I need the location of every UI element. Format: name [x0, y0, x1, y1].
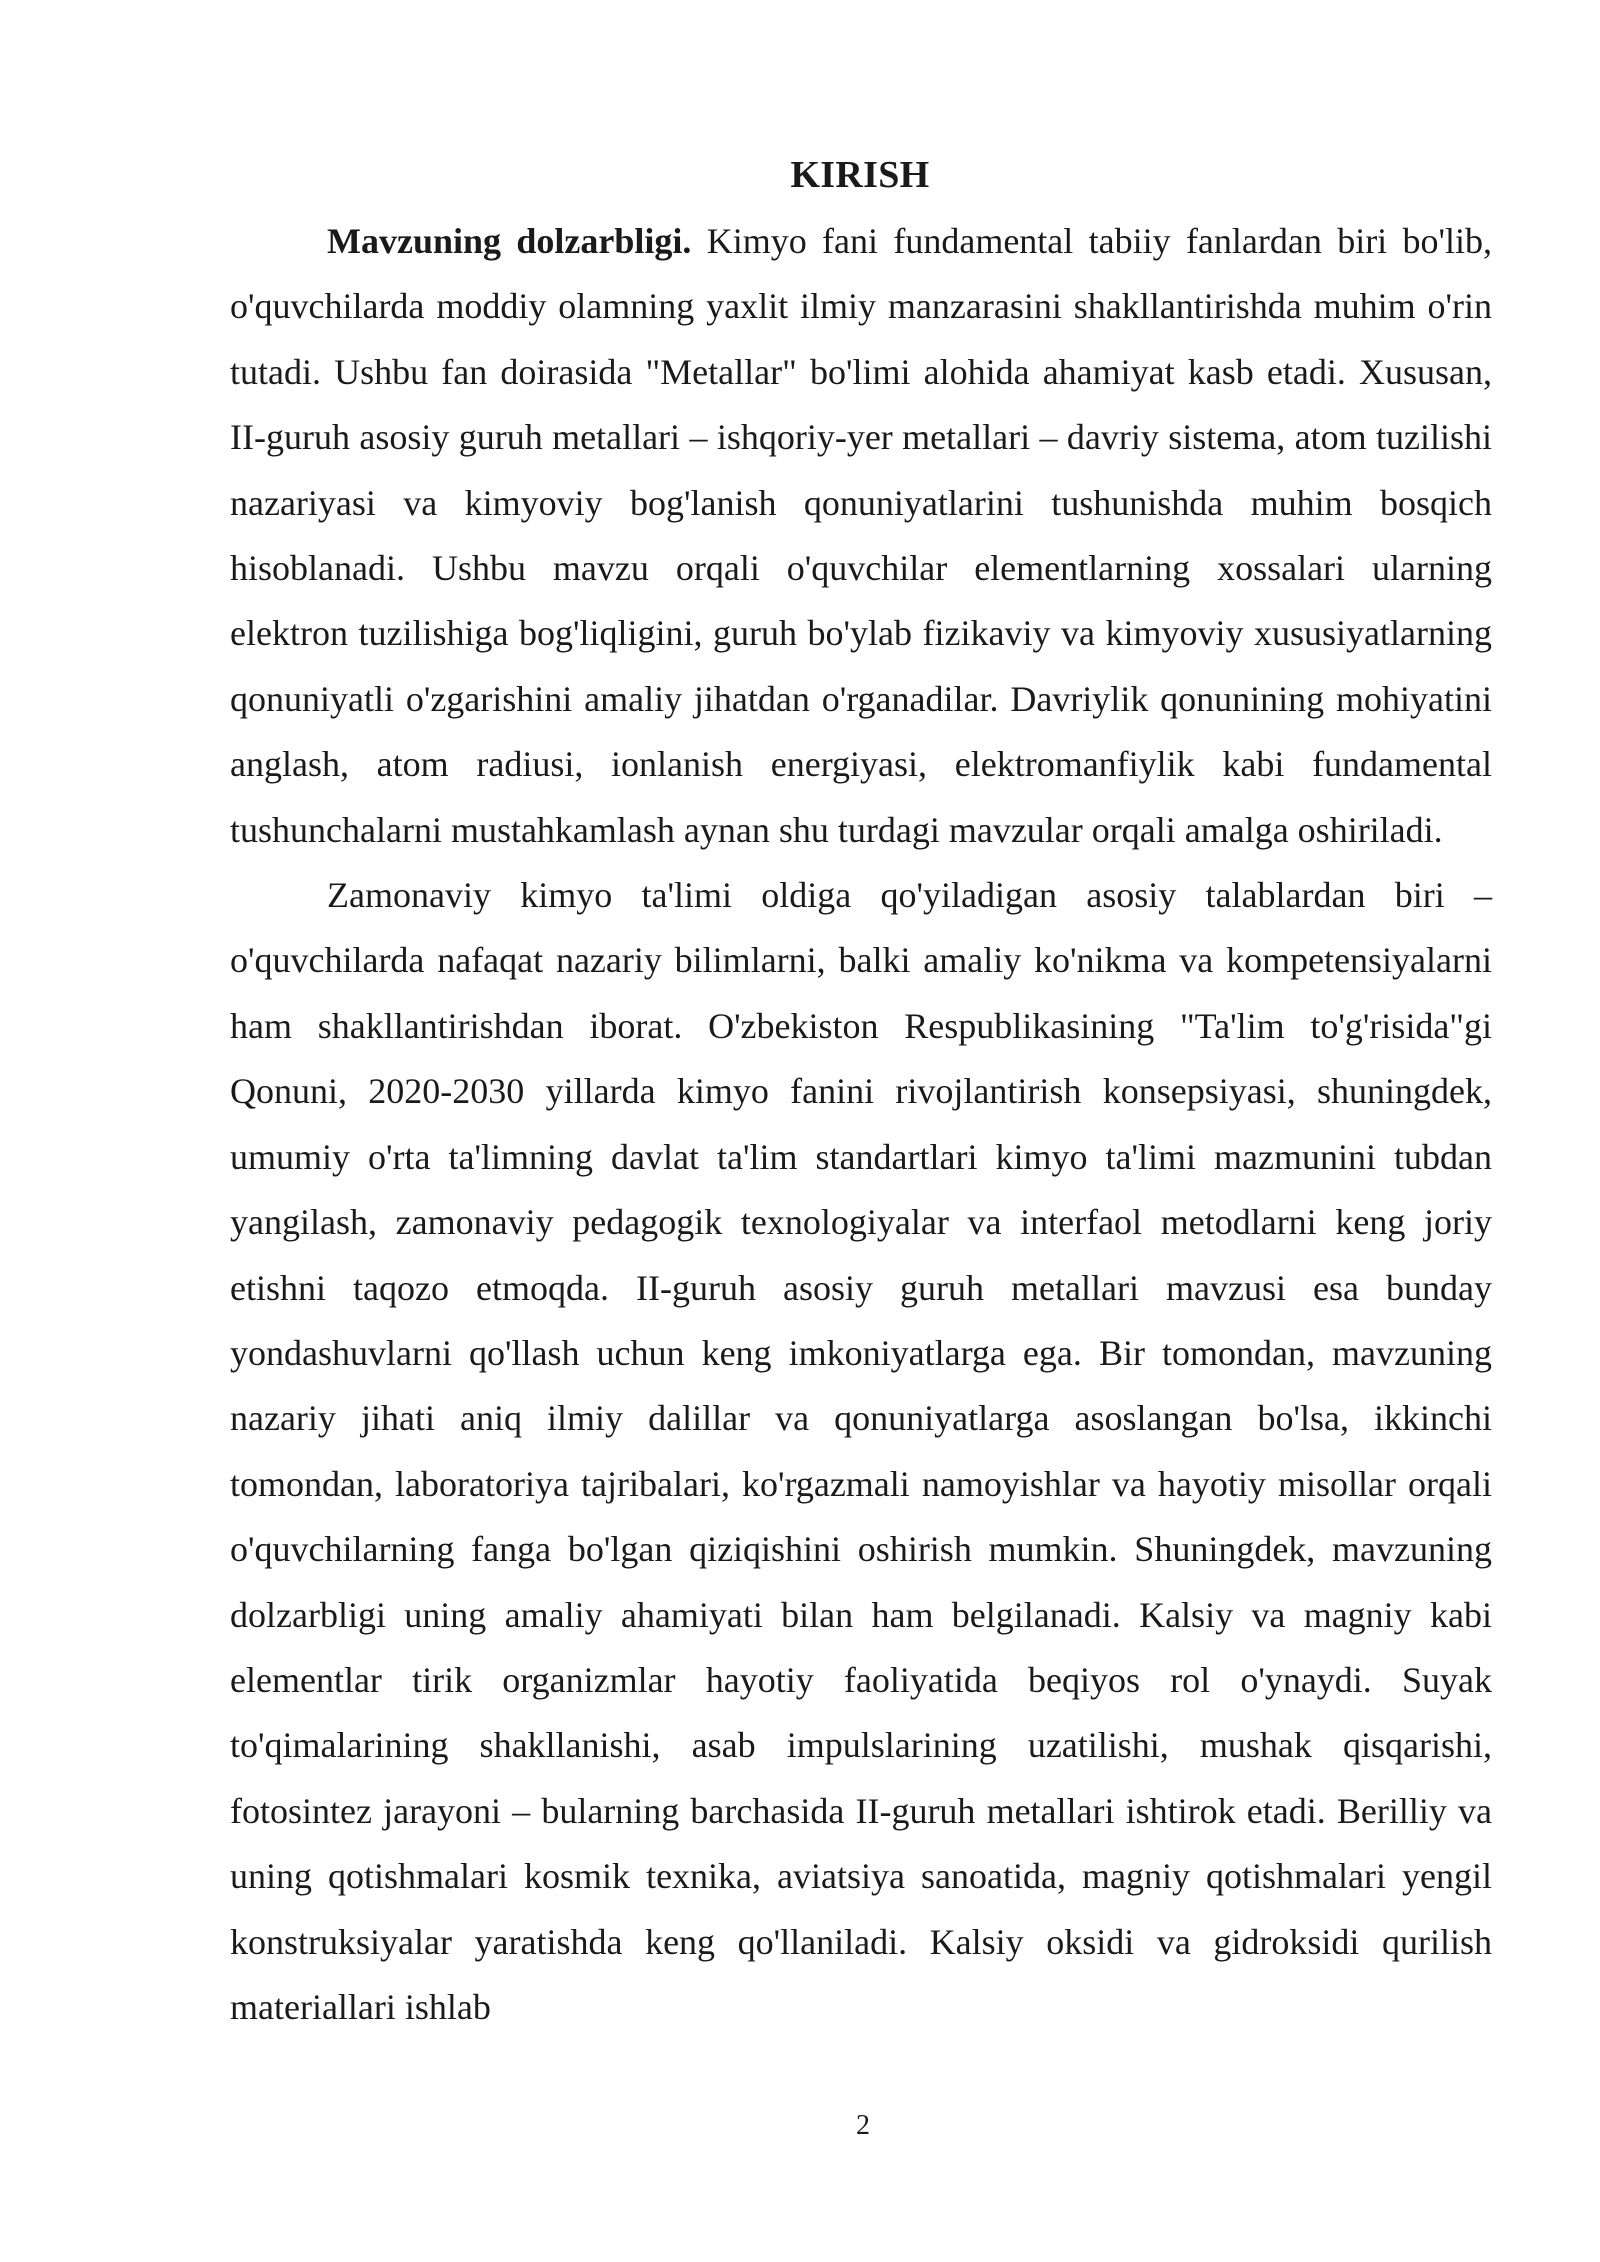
paragraph-text: Kimyo fani fundamental tabiiy fanlardan biri bo'lib, o'quvchilarda moddiy olamning yaxlit ilmiy manzarasini shakllantirishda muhim o'rin tutadi. Ushbu fan doirasida "Metallar" bo'limi alohida ahamiyat kasb etadi. Xususan, II-guruh asosiy guruh metallari – ishqoriy-yer metallari – davriy sistema, atom tuzilishi nazariyasi va kimyoviy bog'lanish qonuniyatlarini tushunishda muhim bosqich hisoblanadi. Ushbu mavzu orqali o'quvchilar elementlarning xossalari ularning elektron tuzilishiga bog'liqligini, guruh bo'ylab fizikaviy va kimyoviy xususiyatlarning qonuniyatli o'zgarishini amaliy jihatdan o'rganadilar. Davriylik qonunining mohiyatini anglash, atom radiusi, ionlanish energiyasi, elektromanfiylik kabi fundamental tushunchalarni mustahkamlash aynan shu turdagi mavzular orqali amalga oshiriladi. — [230, 221, 1493, 850]
document-body — [230, 209, 1492, 2040]
paragraph-lead: Mavzuning dolzarbligi. — [327, 221, 692, 261]
paragraph-relevance — [230, 209, 1492, 863]
paragraph-modern-education: Zamonaviy kimyo ta'limi oldiga qo'yiladigan asosiy talablardan biri – o'quvchilarda nafaqat nazariy bilimlarni, balki amaliy ko'nikma va kompetensiyalarni ham shakllantirishdan iborat. O'zbekiston Respublikasining "Ta'lim to'g'risida"gi Qonuni, 2020-2030 yillarda kimyo fanini rivojlantirish konsepsiyasi, shuningdek, umumiy o'rta ta'limning davlat ta'lim standartlari kimyo ta'limi mazmunini tubdan yangilash, zamonaviy pedagogik texnologiyalar va interfaol metodlarni keng joriy etishni taqozo etmoqda. II-guruh asosiy guruh metallari mavzusi esa bunday yondashuvlarni qo'llash uchun keng imkoniyatlarga ega. Bir tomondan, mavzuning nazariy jihati aniq ilmiy dalillar va qonuniyatlarga asoslangan bo'lsa, ikkinchi tomondan, laboratoriya tajribalari, ko'rgazmali namoyishlar va hayotiy misollar orqali o'quvchilarning fanga bo'lgan qiziqishini oshirish mumkin. Shuningdek, mavzuning dolzarbligi uning amaliy ahamiyati bilan ham belgilanadi. Kalsiy va magniy kabi elementlar tirik organizmlar hayotiy faoliyatida beqiyos rol o'ynaydi. Suyak to'qimalarining shakllanishi, asab impulslarining uzatilishi, mushak qisqarishi, fotosintez jarayoni – bularning barchasida II-guruh metallari ishtirok etadi. Berilliy va uning qotishmalari kosmik texnika, aviatsiya sanoatida, magniy qotishmalari yengil konstruksiyalar yaratishda keng qo'llaniladi. Kalsiy oksidi va gidroksidi qurilish materiallari ishlab — [230, 875, 1492, 2027]
page-title: KIRISH — [790, 154, 930, 196]
page-number: 2 — [856, 2110, 870, 2141]
